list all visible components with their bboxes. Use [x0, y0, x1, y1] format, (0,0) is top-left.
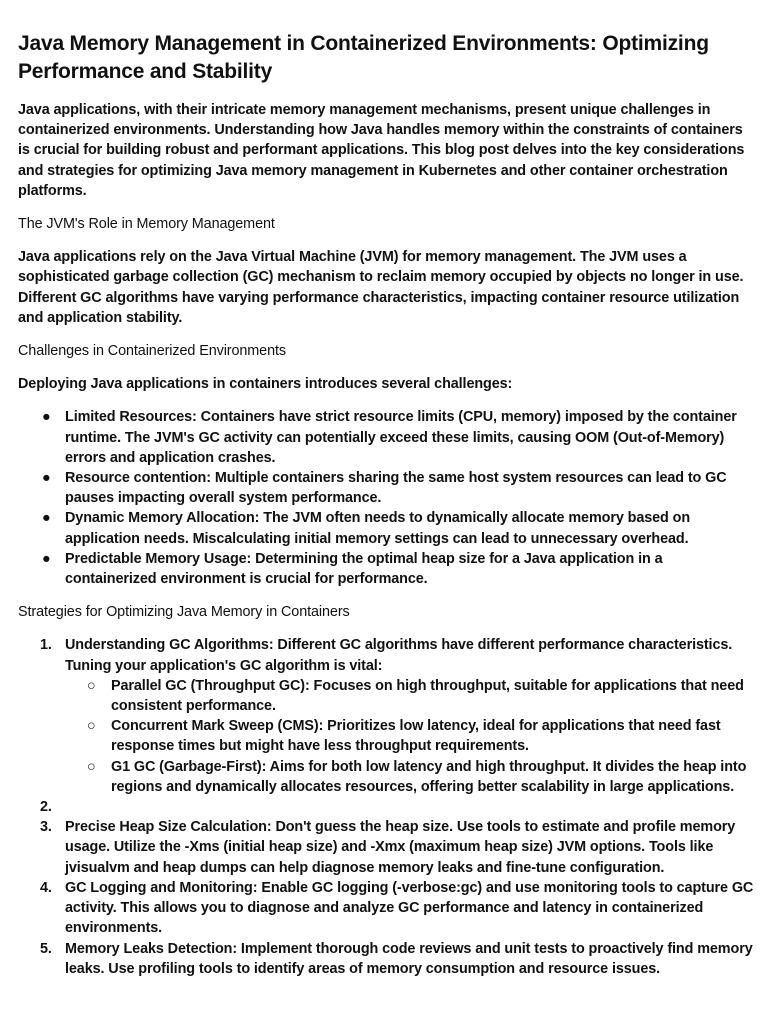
list-item-text: GC Logging and Monitoring: Enable GC logging (-verbose:gc) and use monitoring tools to capture GC activity. This allows you to diagnose and analyze GC performance and latency in containerized environments.	[65, 879, 754, 937]
list-item	[18, 817, 754, 878]
circle-bullet-icon: ○	[87, 758, 96, 775]
sub-list-item-text: G1 GC (Garbage-First): Aims for both low latency and high throughput. It divides the heap into regions and dynamically allocates resources, offering better scalability in large applications.	[111, 758, 747, 795]
list-item-text: Resource contention: Multiple containers sharing the same host system resources can lead to GC pauses impacting overall system performance.	[65, 470, 727, 507]
list-item-text: Understanding GC Algorithms: Different GC algorithms have different performance characteristics. Tuning your application's GC algorithm is vital:	[65, 637, 733, 674]
strategies-list	[18, 635, 754, 978]
list-item	[18, 797, 754, 817]
section-heading-strategies: Strategies for Optimizing Java Memory in Containers	[18, 604, 350, 621]
list-item	[18, 635, 754, 797]
page-title: Java Memory Management in Containerized Environments: Optimizing Performance and Stability	[18, 32, 709, 83]
sub-list-item	[65, 676, 754, 716]
circle-bullet-icon: ○	[87, 677, 96, 694]
list-item-text: Dynamic Memory Allocation: The JVM often needs to dynamically allocate memory based on application needs. Miscalculating initial memory settings can lead to unnecessary overhead.	[65, 510, 691, 547]
list-item	[18, 878, 754, 939]
list-item	[18, 468, 754, 508]
circle-bullet-icon: ○	[87, 718, 96, 735]
list-item	[18, 939, 754, 979]
sub-list-item-text: Parallel GC (Throughput GC): Focuses on high throughput, suitable for applications that need consistent performance.	[111, 677, 744, 715]
bullet-icon: ●	[42, 510, 51, 527]
bullet-icon: ●	[42, 409, 51, 426]
gc-algorithms-sublist	[65, 676, 754, 797]
list-item-text: Precise Heap Size Calculation: Don't guess the heap size. Use tools to estimate and profile memory usage. Utilize the -Xms (initial heap size) and -Xmx (maximum heap size) JVM options. Tools like jvisualvm and heap dumps can help diagnose memory leaks and fine-tune configuration.	[65, 819, 736, 876]
section-heading-challenges: Challenges in Containerized Environments	[18, 343, 286, 360]
list-item	[18, 407, 754, 468]
list-item-text: Memory Leaks Detection: Implement thorough code reviews and unit tests to proactively find memory leaks. Use profiling tools to identify areas of memory consumption and resource issues.	[65, 940, 753, 977]
jvm-role-paragraph: Java applications rely on the Java Virtual Machine (JVM) for memory management. The JVM uses a sophisticated garbage collection (GC) mechanism to reclaim memory occupied by objects no longer in use. Different GC algorithms have varying performance characteristics, impacting container resource utilization and application stability.	[18, 249, 744, 326]
list-number: 3.	[40, 819, 52, 836]
list-item-text: Predictable Memory Usage: Determining the optimal heap size for a Java application in a containerized environment is crucial for performance.	[65, 550, 663, 588]
bullet-icon: ●	[42, 470, 51, 487]
challenges-intro: Deploying Java applications in containers introduces several challenges:	[18, 376, 513, 393]
intro-paragraph: Java applications, with their intricate memory management mechanisms, present unique challenges in containerized environments. Understanding how Java handles memory within the constraints of containers is crucial for building robust and performant applications. This blog post delves into the key considerations and strategies for optimizing Java memory management in Kubernetes and other container orchestration platforms.	[18, 102, 745, 199]
challenges-list	[18, 407, 754, 589]
list-item	[18, 549, 754, 589]
list-number: 1.	[40, 637, 52, 654]
list-number: 5.	[40, 940, 52, 957]
list-number: 4.	[40, 879, 52, 896]
sub-list-item	[65, 716, 754, 756]
section-heading-jvm-role: The JVM's Role in Memory Management	[18, 216, 275, 233]
list-item	[18, 508, 754, 548]
sub-list-item	[65, 757, 754, 797]
list-number: 2.	[40, 799, 52, 816]
list-item-text: Limited Resources: Containers have strict resource limits (CPU, memory) imposed by the container runtime. The JVM's GC activity can potentially exceed these limits, causing OOM (Out-of-Memory) errors and application crashes.	[65, 409, 737, 466]
bullet-icon: ●	[42, 550, 51, 567]
sub-list-item-text: Concurrent Mark Sweep (CMS): Prioritizes low latency, ideal for applications that need fast response times but might have less throughput requirements.	[111, 718, 721, 755]
